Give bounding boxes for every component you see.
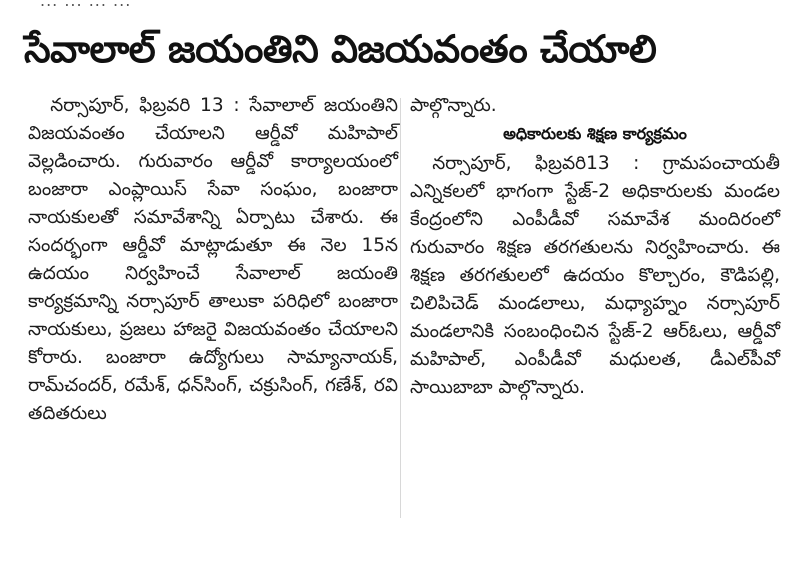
right-paragraph: నర్సాపూర్, ఫిబ్రవరి13 : గ్రామపంచాయతీ ఎన్నికలలో భాగంగా స్టేజ్-2 అధికారులకు మండల కేంద్రంలోని ఎంపీడీవో సమావేశ మందిరంలో గురువారం శిక్షణ తరగతులను నిర్వహించారు. ఈ శిక్షణ తరగతులలో ఉదయం కొల్చారం, కౌడిపల్లి, చిలిపిచెడ్ మండలాలు, మధ్యాహ్నం నర్సాపూర్ మండలానికి సంబంధించిన స్టేజ్-2 ఆర్‌ఓలు, ఆర్డీవో మహిపాల్, ఎంపీడీవో మధులత, డీఎల్‌పీవో సాయిబాబా పాల్గొన్నారు. [410,153,780,398]
right-continuation: పాల్గొన్నారు. [410,95,497,116]
right-column [410,92,780,402]
left-column [28,92,398,428]
headline: సేవాలాల్ జయంతిని విజయవంతం చేయాలి [24,27,657,71]
column-divider [400,98,401,518]
top-strip-text: ... ... ... ... [40,0,132,10]
top-strip-cut-text [0,0,800,14]
sub-heading: అధికారులకు శిక్షణ కార్యక్రమం [503,124,687,143]
left-paragraph: నర్సాపూర్, ఫిబ్రవరి 13 : సేవాలాల్ జయంతిని విజయవంతం చేయాలని ఆర్డీవో మహిపాల్ వెల్లడించారు. గురువారం ఆర్డీవో కార్యాలయంలో బంజారా ఎంప్లాయిస్ సేవా సంఘం, బంజారా నాయకులతో సమావేశాన్ని ఏర్పాటు చేశారు. ఈ సందర్భంగా ఆర్డీవో మాట్లాడుతూ ఈ నెల 15న ఉదయం నిర్వహించే సేవాలాల్ జయంతి కార్యక్రమాన్ని నర్సాపూర్ తాలుకా పరిధిలో బంజారా నాయకులు, ప్రజలు హాజరై విజయవంతం చేయాలని కోరారు. బంజారా ఉద్యోగులు సామ్యానాయక్, రామ్‌చందర్, రమేశ్, ధన్‌సింగ్, చక్రుసింగ్, గణేశ్, రవి తదితరులు [28,95,398,424]
